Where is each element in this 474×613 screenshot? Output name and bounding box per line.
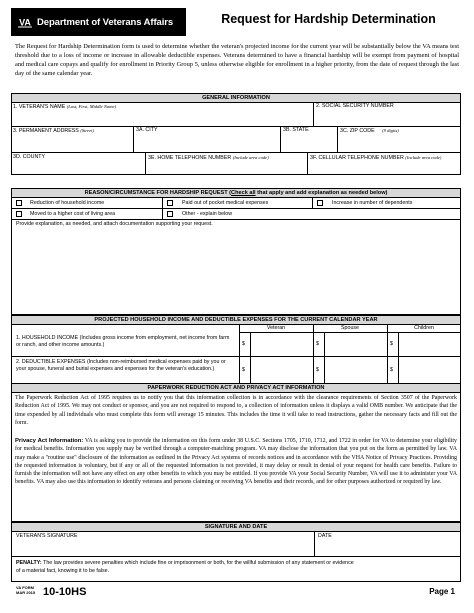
dependents-checkbox[interactable] [317,200,323,206]
col-divider [280,126,281,152]
explanation-label: Provide explanation, as needed, and attach documentation supporting your request. [16,221,213,227]
city-field[interactable] [136,127,158,134]
paperwork-heading: PAPERWORK REDUCTION ACT AND PRIVACY ACT INFORMATION [11,383,461,393]
reduction-income-checkbox[interactable] [16,200,22,206]
reason-heading-text-2: that apply and add explanation as needed below) [255,190,388,196]
signature-input[interactable] [12,540,313,555]
household-income-label: 1. HOUSEHOLD INCOME (Includes gross income from employment, net income from farm or ranch, and other income amounts.) [16,335,230,348]
paperwork-reduction-text: The Paperwork Reduction Act of 1995 requires us to notify you that this information collection is in accordance with the clearance requirements of Section 3507 of the Paperwork Reduction Act of 1995. We may not conduct or sponsor, and you are not required to respond to, a collection of information unless it displays a valid OMB number. We anticipate that the time expended by all individuals who must complete this form will average 15 minutes. This includes the time it will take to read instructions, gather the necessary facts and fill out the form. [15,395,457,426]
cell-phone-hint: (Include area code) [405,155,442,160]
currency-symbol: $ [316,367,319,373]
col-divider [313,324,314,384]
col-divider [307,152,308,175]
home-phone-field[interactable] [148,154,269,162]
medical-expenses-checkbox[interactable] [167,200,173,206]
row-divider [11,556,461,557]
form-date: MAR 2015 [16,589,36,595]
home-phone-label: 3E. HOME TELEPHONE NUMBER [148,155,232,161]
col-divider [162,197,163,219]
department-name: Department of Veterans Affairs [37,16,174,28]
col-divider [314,531,315,556]
children-expenses-input[interactable] [399,357,460,383]
col-divider [239,324,240,384]
signature-label: VETERAN'S SIGNATURE [16,533,78,539]
signature-heading: SIGNATURE AND DATE [11,522,461,532]
medical-expenses-label: Paid out of pocket medical expenses [182,200,269,206]
veteran-name-hint: (Last, First, Middle Name) [66,104,117,109]
state-field[interactable] [283,127,309,134]
va-form-label: VA FORM [16,585,34,590]
state-label: 3B. STATE [283,127,309,133]
veteran-col-header: Veteran [266,325,286,331]
general-info-grid [11,102,461,175]
col-divider [145,152,146,175]
footer-form-label [16,586,35,595]
reason-heading-emphasis: Check all [231,190,256,196]
penalty-body: The law provides severe penalties which include fine or imprisonment or both, for the willful submission of any statement or evidence of a material fact, knowing it to be false. [16,560,354,574]
row-divider [11,356,461,357]
currency-symbol: $ [242,367,245,373]
reason-heading-text: REASON/CIRCUMSTANCE FOR HARDSHIP REQUEST ( [84,190,232,196]
row-divider [11,152,461,153]
zip-label: 3C. ZIP CODE [340,128,375,134]
veteran-expenses-input[interactable] [251,357,313,383]
currency-symbol: $ [390,367,393,373]
col-divider [313,102,314,126]
col-divider [387,324,388,384]
veteran-name-field[interactable] [13,103,116,111]
zip-hint: (9 digits) [382,128,399,133]
privacy-act-body: VA is asking you to provide the information on this form under 38 U.S.C. Sections 1705, 1710, 1712, and 1722 in order for VA to determine your eligibility for medical benefits. Information you supply may be verified through a computer-matching program. VA may disclose the information that you put on the form as permitted by law. VA may make a "routine use" disclosure of the information as outlined in the Privacy Act systems of records notices and in accordance with the VHA Notice of Privacy Practices. Providing the requested information is voluntary, but if any or all of the requested information is not provided, it may delay or result in denial of your request for health care benefits. Failure to furnish the information will not have any effect on any other benefits to which you may be entitled. If you provide VA your Social Security Number, VA will use it to administer your VA benefits. VA may also use this information to identify veterans and persons claiming or receiving VA benefits and their records, and for other purposes authorized or required by law. [15,438,457,486]
other-checkbox[interactable] [167,211,173,217]
currency-symbol: $ [242,341,245,347]
children-col-header: Children [414,325,434,331]
date-input[interactable] [316,540,460,555]
va-seal-icon [16,13,34,31]
svg-text:VA: VA [19,17,31,28]
general-info-heading: GENERAL INFORMATION [11,93,461,103]
zip-field[interactable] [340,127,399,135]
form-title: Request for Hardship Determination [221,12,436,26]
home-phone-hint: (Include area code) [232,155,269,160]
projected-grid [11,324,461,384]
col-divider [312,197,313,208]
form-number: 10-10HS [43,586,87,598]
address-hint: (Street) [80,128,94,133]
row-divider [11,219,461,220]
penalty-label: PENALTY: [16,560,42,566]
ssn-field[interactable] [316,103,394,110]
cell-phone-label: 3F. CELLULAR TELEPHONE NUMBER [310,155,404,161]
veteran-income-input[interactable] [251,333,313,356]
ssn-label: 2. SOCIAL SECURITY NUMBER [316,103,394,109]
penalty-text [16,560,356,575]
address-label: 3. PERMANENT ADDRESS [13,128,79,134]
city-label: 3A. CITY [136,127,158,133]
moved-label: Moved to a higher cost of living area [30,211,116,217]
reduction-income-label: Reduction of household income [30,200,105,206]
veteran-name-label: 1. VETERAN'S NAME [13,104,66,110]
explanation-area[interactable] [12,229,460,314]
spouse-expenses-input[interactable] [325,357,387,383]
row-divider [11,208,461,209]
address-field[interactable] [13,127,94,135]
spouse-col-header: Spouse [341,325,359,331]
dependents-label: Increase in number of dependents [332,200,413,206]
cell-phone-field[interactable] [310,154,441,162]
spouse-income-input[interactable] [325,333,387,356]
deductible-expenses-label: 2. DEDUCTIBLE EXPENSES (Includes non-reimbursed medical expenses paid by you or your spouse, funeral and burial expenses and expenses for the veteran's education.) [16,359,226,372]
va-logo-banner [11,8,186,36]
page-number: Page 1 [429,587,455,596]
county-field[interactable] [13,154,45,161]
currency-symbol: $ [390,341,393,347]
privacy-act-label: Privacy Act Information: [15,438,84,444]
other-label: Other - explain below [182,211,233,217]
projected-heading: PROJECTED HOUSEHOLD INCOME AND DEDUCTIBLE EXPENSES FOR THE CURRENT CALENDAR YEAR [11,315,461,325]
privacy-act-text [15,437,457,487]
county-label: 3D. COUNTY [13,154,46,160]
col-divider [337,126,338,152]
moved-checkbox[interactable] [16,211,22,217]
currency-symbol: $ [316,341,319,347]
children-income-input[interactable] [399,333,460,356]
date-label: DATE [318,533,332,539]
form-page [11,8,461,605]
col-divider [133,126,134,152]
intro-text: The Request for Hardship Determination form is used to determine whether the veteran's projected income for the current year will be substantially below the VA means test threshold due to a loss of income or increase in allowable deductible expenses. Veterans determined to have a financial hardship will be exempt from payment of hospital and medical care copays and qualify for enrollment in Priority Group 5, unless otherwise eligible for enrollment in a higher priority, from the date of request through the last day of the same calendar year. [15,43,459,77]
